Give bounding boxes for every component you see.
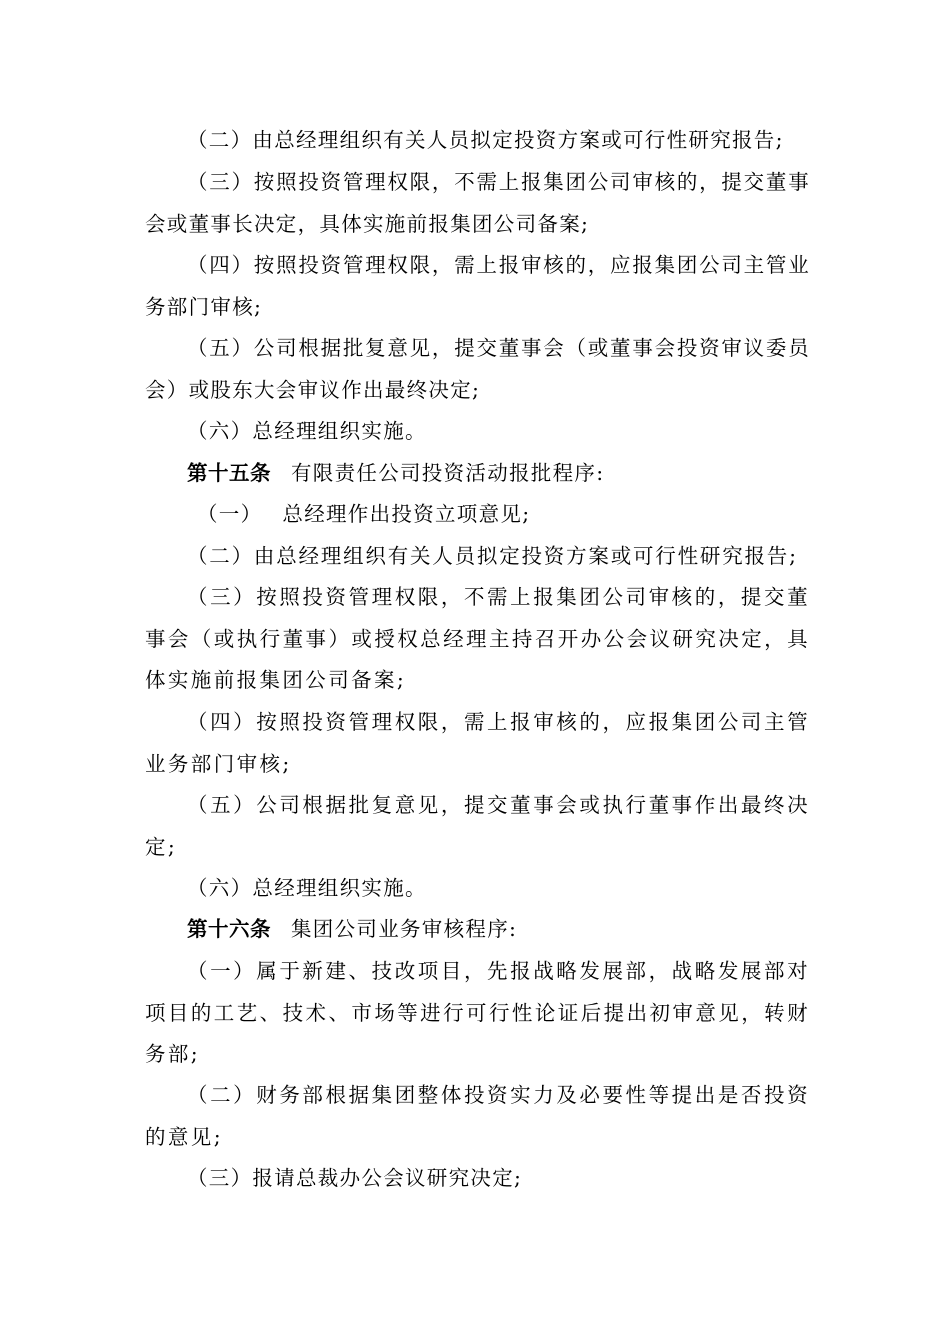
- article-15-item-6: （六）总经理组织实施。: [187, 876, 427, 900]
- article-16-title: 集团公司业务审核程序:: [291, 917, 518, 941]
- article-15-item-5: （五）公司根据批复意见，提交董事会或执行董事作出最终决定;: [145, 793, 810, 859]
- article-16-item-2: （二）财务部根据集团整体投资实力及必要性等提出是否投资的意见;: [145, 1083, 810, 1149]
- paragraph-item-2: （二）由总经理组织有关人员拟定投资方案或可行性研究报告;: [187, 128, 784, 152]
- article-15-item-3: （三）按照投资管理权限，不需上报集团公司审核的，提交董事会（或执行董事）或授权总经理主持召开办公会议研究决定，具体实施前报集团公司备案;: [145, 585, 810, 692]
- paragraph-item-6: （六）总经理组织实施。: [187, 419, 427, 443]
- article-15-title: 有限责任公司投资活动报批程序:: [291, 461, 605, 485]
- article-15-number: 第十五条: [187, 461, 271, 485]
- article-15-item-1: [145, 494, 810, 536]
- article-15-item-1-text: 总经理作出投资立项意见;: [282, 502, 531, 526]
- article-16-heading: [145, 909, 810, 951]
- article-15-item-2: （二）由总经理组织有关人员拟定投资方案或可行性研究报告;: [187, 544, 798, 568]
- article-16-item-1: （一）属于新建、技改项目，先报战略发展部，战略发展部对项目的工艺、技术、市场等进行可行性论证后提出初审意见，转财务部;: [145, 959, 810, 1066]
- article-15-heading: [145, 453, 810, 495]
- paragraph-item-3: （三）按照投资管理权限，不需上报集团公司审核的，提交董事会或董事长决定，具体实施前报集团公司备案;: [145, 170, 810, 236]
- article-16-item-3: （三）报请总裁办公会议研究决定;: [187, 1166, 523, 1190]
- article-16-number: 第十六条: [187, 917, 271, 941]
- paragraph-item-4: （四）按照投资管理权限，需上报审核的，应报集团公司主管业务部门审核;: [145, 253, 810, 319]
- article-15-item-1-marker: （一）: [197, 502, 263, 526]
- paragraph-item-5: （五）公司根据批复意见，提交董事会（或董事会投资审议委员会）或股东大会审议作出最终决定;: [145, 336, 810, 402]
- article-15-item-4: （四）按照投资管理权限，需上报审核的，应报集团公司主管业务部门审核;: [145, 710, 810, 776]
